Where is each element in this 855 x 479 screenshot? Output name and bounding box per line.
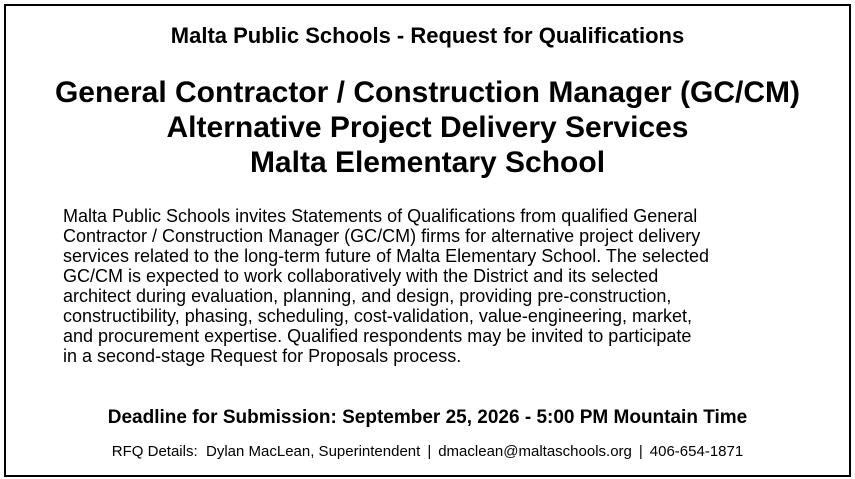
body-line: architect during evaluation, planning, and design, providing pre-construction, <box>63 286 672 306</box>
title-line-2: Alternative Project Delivery Services <box>166 111 689 144</box>
body-line: Contractor / Construction Manager (GC/CM) firms for alternative project delivery <box>63 226 701 246</box>
contact-email[interactable]: dmaclean@maltaschools.org <box>438 443 632 460</box>
body-line: and procurement expertise. Qualified respondents may be invited to participate <box>63 326 692 346</box>
notice-frame <box>4 4 851 477</box>
contact-line <box>6 442 849 462</box>
body-line: services related to the long-term future of Malta Elementary School. The selected <box>63 246 709 266</box>
body-line: GC/CM is expected to work collaboratively with the District and its selected <box>63 266 659 286</box>
body-line: in a second-stage Request for Proposals process. <box>63 346 462 366</box>
separator: | <box>638 443 643 460</box>
submission-deadline: Deadline for Submission: September 25, 2026 - 5:00 PM Mountain Time <box>107 407 748 428</box>
body-line: constructibility, phasing, scheduling, cost-validation, value-engineering, market, <box>63 306 692 326</box>
body-line: Malta Public Schools invites Statements of Qualifications from qualified General <box>63 206 698 226</box>
organization-heading: Malta Public Schools - Request for Qualifications <box>170 23 685 48</box>
title-line-3: Malta Elementary School <box>249 146 606 179</box>
separator: | <box>427 443 432 460</box>
title-line-1: General Contractor / Construction Manager (GC/CM) <box>54 76 801 109</box>
notice-body <box>63 206 783 366</box>
contact-phone[interactable]: 406-654-1871 <box>649 443 744 460</box>
contact-label: RFQ Details: <box>111 443 198 460</box>
notice-title <box>6 75 849 180</box>
contact-name: Dylan MacLean, Superintendent <box>206 443 421 460</box>
